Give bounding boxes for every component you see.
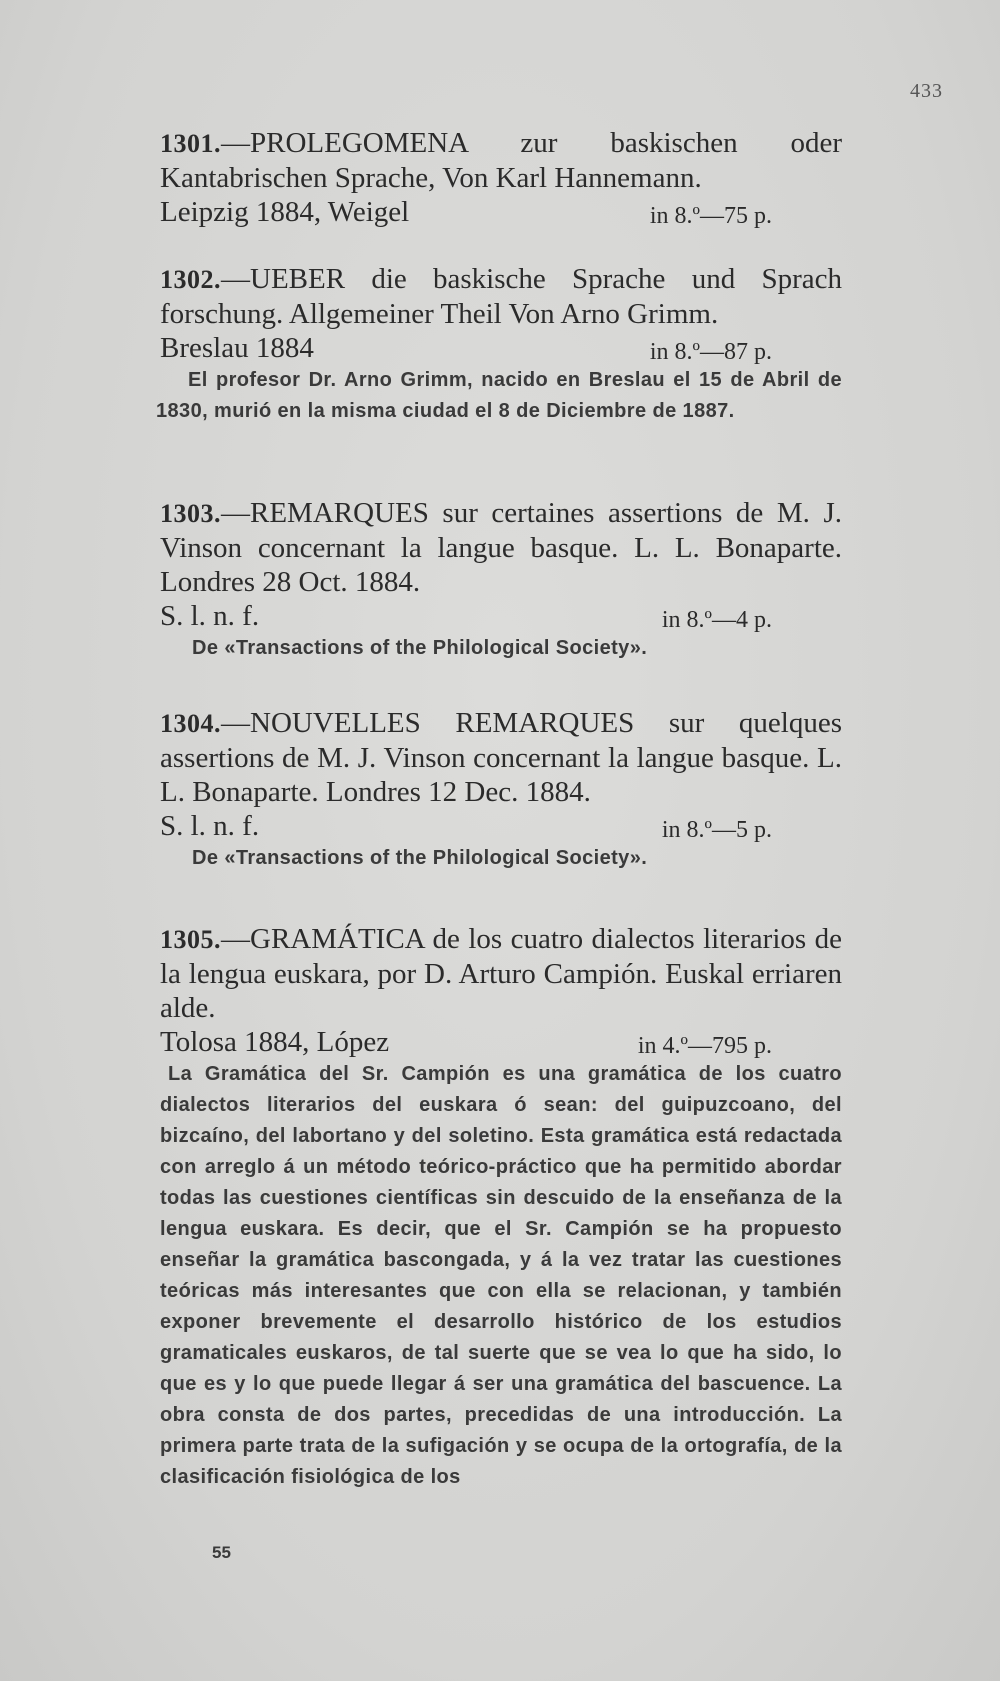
entry-note: El profesor Dr. Arno Grimm, nacido en Breslau el 15 de Abril de 1830, murió en la misma ciudad el 8 de Diciembre de 1887. (156, 369, 842, 422)
imprint-place: Breslau 1884 (160, 332, 314, 364)
entry-title: —NOUVELLES REMARQUES sur quelques assertions de M. J. Vinson concernant la langue basque. L. L. Bonaparte. Londres 12 Dec. 1884. (160, 707, 842, 808)
entry-number: 1301. (160, 129, 221, 158)
entry-1304 (160, 706, 842, 873)
entry-note: De «Transactions of the Philological Society». (192, 847, 648, 869)
imprint-format: in 8.º—4 p. (661, 607, 772, 633)
imprint-format: in 8.º—5 p. (661, 817, 772, 843)
entry-heading (160, 262, 842, 331)
entry-1301 (160, 126, 842, 229)
entry-number: 1302. (160, 265, 221, 294)
imprint-format: in 4.º—795 p. (637, 1033, 772, 1059)
imprint-format: in 8.º—75 p. (649, 203, 772, 229)
entry-heading (160, 496, 842, 599)
imprint-place: Tolosa 1884, López (160, 1026, 390, 1058)
imprint-line (160, 331, 842, 365)
imprint-place: Leipzig 1884, Weigel (160, 196, 410, 228)
signature-mark: 55 (212, 1543, 231, 1562)
imprint-place: S. l. n. f. (160, 810, 260, 842)
entry-title: —REMARQUES sur certaines assertions de M. J. Vinson concernant la langue basque. L. L. Bonaparte. Londres 28 Oct. 1884. (160, 497, 842, 598)
entry-1302 (156, 262, 842, 427)
entry-title: —UEBER die baskische Sprache und Sprach forschung. Allgemeiner Theil Von Arno Grimm. (160, 263, 842, 330)
imprint-line (160, 1025, 842, 1059)
entry-number: 1303. (160, 499, 221, 528)
imprint-place: S. l. n. f. (160, 600, 260, 632)
page-number: 433 (910, 80, 943, 102)
entry-number: 1305. (160, 925, 221, 954)
entry-note: De «Transactions of the Philological Society». (192, 637, 648, 659)
entry-title: —GRAMÁTICA de los cuatro dialectos literarios de la lengua euskara, por D. Arturo Campión. Euskal erriaren alde. (160, 923, 842, 1024)
imprint-line (160, 599, 842, 633)
imprint-format: in 8.º—87 p. (649, 339, 772, 365)
imprint-line (160, 195, 842, 229)
entry-1303 (160, 496, 842, 663)
entry-heading (160, 922, 842, 1025)
entry-1305 (160, 922, 842, 1493)
entry-number: 1304. (160, 709, 221, 738)
entry-note: La Gramática del Sr. Campión es una gramática de los cuatro dialectos literarios del euskara ó sean: del guipuzcoano, del bizcaíno, del labortano y del soletino. Esta gramática está redactada con arreglo á un método teórico-práctico que ha permitido abordar todas las cuestiones científicas sin descuido de la enseñanza de la lengua euskara. Es decir, que el Sr. Campión se ha propuesto enseñar la gramática bascongada, y á la vez tratar las cuestiones teóricas más interesantes que con ella se relacionan, y también exponer brevemente el desarrollo histórico de los estudios gramaticales euskaros, de tal suerte que se vea lo que ha sido, lo que es y lo que puede llegar á ser una gramática del bascuence. La obra consta de dos partes, precedidas de una introducción. La primera parte trata de la sufigación y se ocupa de la ortografía, de la clasificación fisiológica de los (160, 1063, 842, 1488)
entry-title: —PROLEGOMENA zur baskischen oder Kantabrischen Sprache, Von Karl Hannemann. (160, 127, 842, 194)
entry-heading (160, 706, 842, 809)
imprint-line (160, 809, 842, 843)
entry-heading (160, 126, 842, 195)
